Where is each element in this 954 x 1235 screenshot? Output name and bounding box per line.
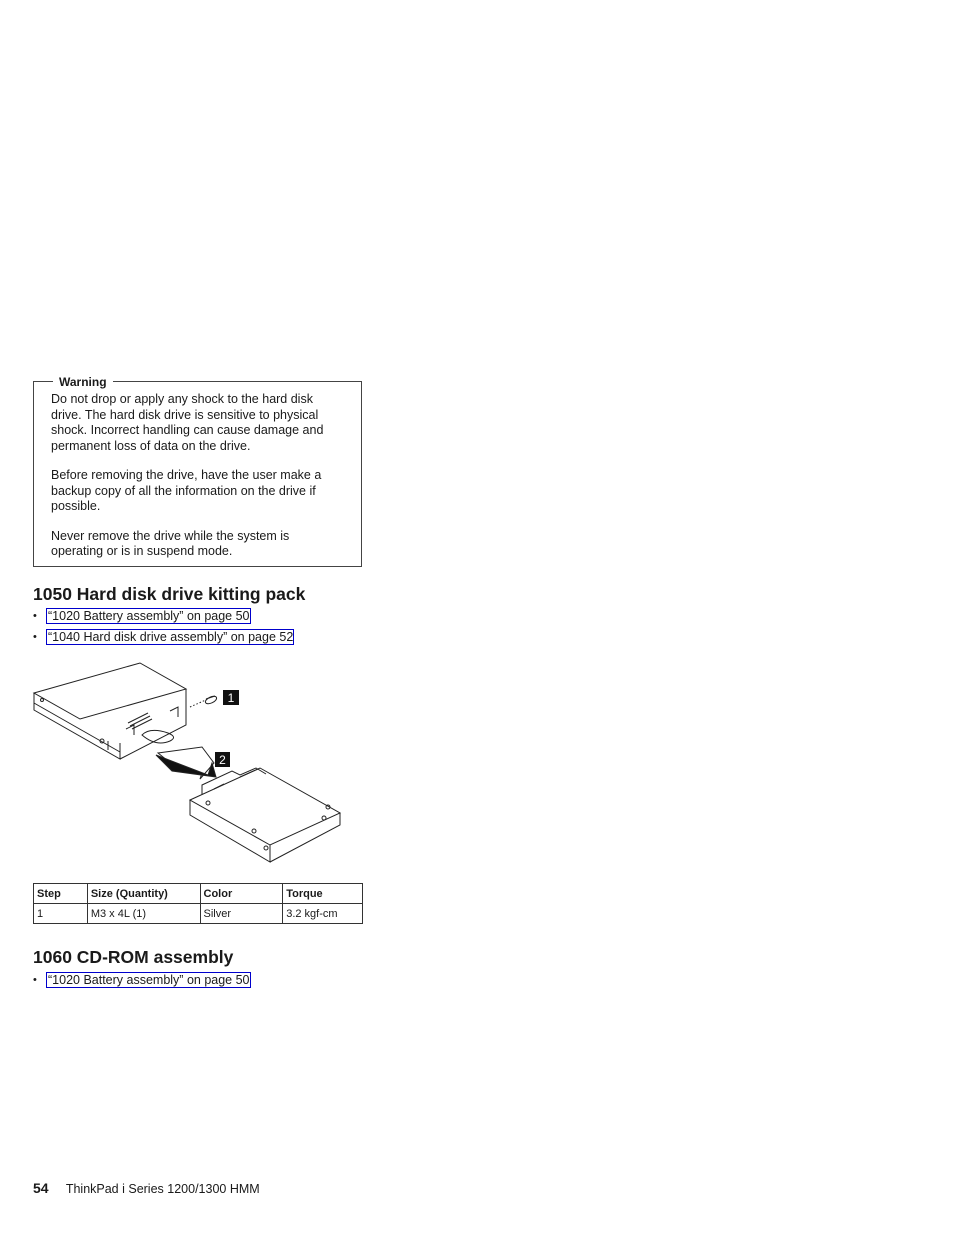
cross-reference-link[interactable]: “1020 Battery assembly” on page 50 bbox=[48, 609, 250, 623]
list-item bbox=[33, 972, 251, 993]
bullet: • bbox=[33, 631, 37, 643]
warning-title: Warning bbox=[53, 375, 113, 389]
prerequisite-list-1060 bbox=[33, 972, 251, 993]
list-item bbox=[33, 629, 294, 650]
column-header-torque: Torque bbox=[283, 884, 363, 904]
prerequisite-list-1050 bbox=[33, 608, 294, 650]
column-header-size: Size (Quantity) bbox=[87, 884, 200, 904]
table-row bbox=[34, 904, 363, 924]
cell-color: Silver bbox=[200, 904, 283, 924]
bullet: • bbox=[33, 610, 37, 622]
page-number: 54 bbox=[33, 1180, 49, 1196]
column-header-color: Color bbox=[200, 884, 283, 904]
document-title: ThinkPad i Series 1200/1300 HMM bbox=[65, 1182, 260, 1196]
warning-box bbox=[33, 375, 362, 567]
callout-1: 1 bbox=[227, 691, 235, 705]
warning-paragraph: Before removing the drive, have the user make a backup copy of all the information on the drive if possible. bbox=[51, 468, 322, 513]
cell-torque: 3.2 kgf-cm bbox=[283, 904, 363, 924]
warning-paragraph: Never remove the drive while the system is operating or is in suspend mode. bbox=[51, 528, 290, 558]
section-heading-1060: 1060 CD-ROM assembly bbox=[33, 947, 234, 967]
list-item bbox=[33, 608, 294, 629]
section-heading-1050: 1050 Hard disk drive kitting pack bbox=[33, 584, 306, 604]
page-footer bbox=[33, 1180, 260, 1196]
cross-reference-link[interactable]: “1040 Hard disk drive assembly” on page 52 bbox=[48, 630, 294, 644]
cell-size: M3 x 4L (1) bbox=[87, 904, 200, 924]
warning-paragraph: Do not drop or apply any shock to the hard disk drive. The hard disk drive is sensitive to physical shock. Incorrect handling can cause damage and permanent loss of data on the drive. bbox=[51, 392, 324, 453]
warning-body bbox=[51, 392, 341, 574]
bullet: • bbox=[33, 974, 37, 986]
column-header-step: Step bbox=[34, 884, 88, 904]
cross-reference-link[interactable]: “1020 Battery assembly” on page 50 bbox=[48, 973, 250, 987]
hard-disk-removal-illustration bbox=[30, 655, 350, 865]
table-header-row bbox=[34, 884, 363, 904]
screw-table bbox=[33, 883, 363, 924]
cell-step: 1 bbox=[34, 904, 88, 924]
callout-2: 2 bbox=[219, 753, 226, 767]
